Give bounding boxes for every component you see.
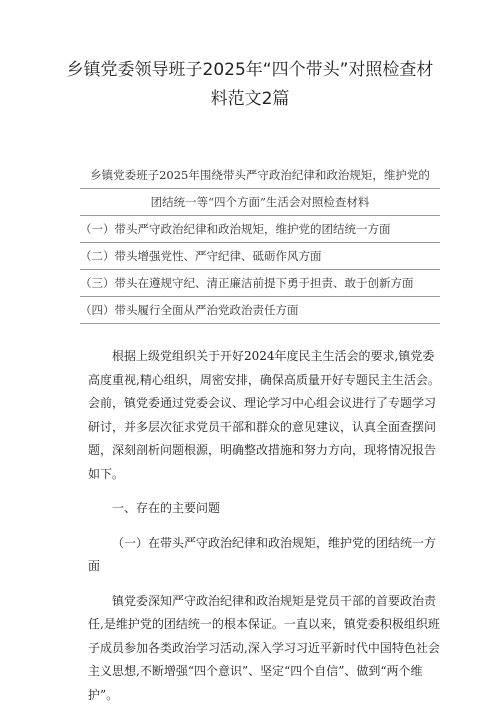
document-title <box>60 56 440 114</box>
paragraph-gap <box>88 486 440 497</box>
title-line-1: 乡镇党委领导班子2025年“四个带头”对照检查材 <box>66 60 434 80</box>
paragraph-gap <box>88 579 440 590</box>
toc-item-2[interactable]: （二）带头增强党性、严守纪律、砥砺作风方面 <box>80 243 440 270</box>
subsection-heading-1: （一）在带头严守政治纪律和政治规矩，维护党的团结统一方面 <box>88 535 437 573</box>
table-of-contents <box>80 162 440 324</box>
document-body <box>88 345 440 707</box>
toc-heading-line-2[interactable]: 团结统一等“四个方面”生活会对照检查材料 <box>80 189 440 216</box>
title-line-2: 料范文2篇 <box>210 89 290 109</box>
section-heading-1: 一、存在的主要问题 <box>112 501 221 515</box>
body-paragraph-1: 镇党委深知严守政治纪律和政治规矩是党员干部的首要政治责任,是维护党的团结统一的根本保证。一直以来，镇党委积极组织班子成员参加各类政治学习活动,深入学习习近平新时代中国特色社会主义思想,不断增强“四个意识”、坚定“四个自信”、做到“两个维护”。 <box>88 593 440 702</box>
toc-heading-line-1[interactable]: 乡镇党委班子2025年围绕带头严守政治纪律和政治规矩，维护党的 <box>80 162 440 189</box>
toc-item-1[interactable]: （一）带头严守政治纪律和政治规矩，维护党的团结统一方面 <box>80 216 440 243</box>
toc-item-3[interactable]: （三）带头在遵规守纪、清正廉洁前提下勇于担责、敢于创新方面 <box>80 270 440 297</box>
paragraph-gap <box>88 521 440 532</box>
toc-item-4[interactable]: （四）带头履行全面从严治党政治责任方面 <box>80 297 440 324</box>
intro-paragraph: 根据上级党组织关于开好2024年度民主生活会的要求,镇党委高度重视,精心组织，周密安排，确保高质量开好专题民主生活会。会前，镇党委通过党委会议、理论学习中心组会议进行了专题学习研讨，并多层次征求党员干部和群众的意见建议，认真全面查摆问题，深刻剖析问题根源，明确整改措施和努力方向，现将情况报告如下。 <box>88 349 440 481</box>
